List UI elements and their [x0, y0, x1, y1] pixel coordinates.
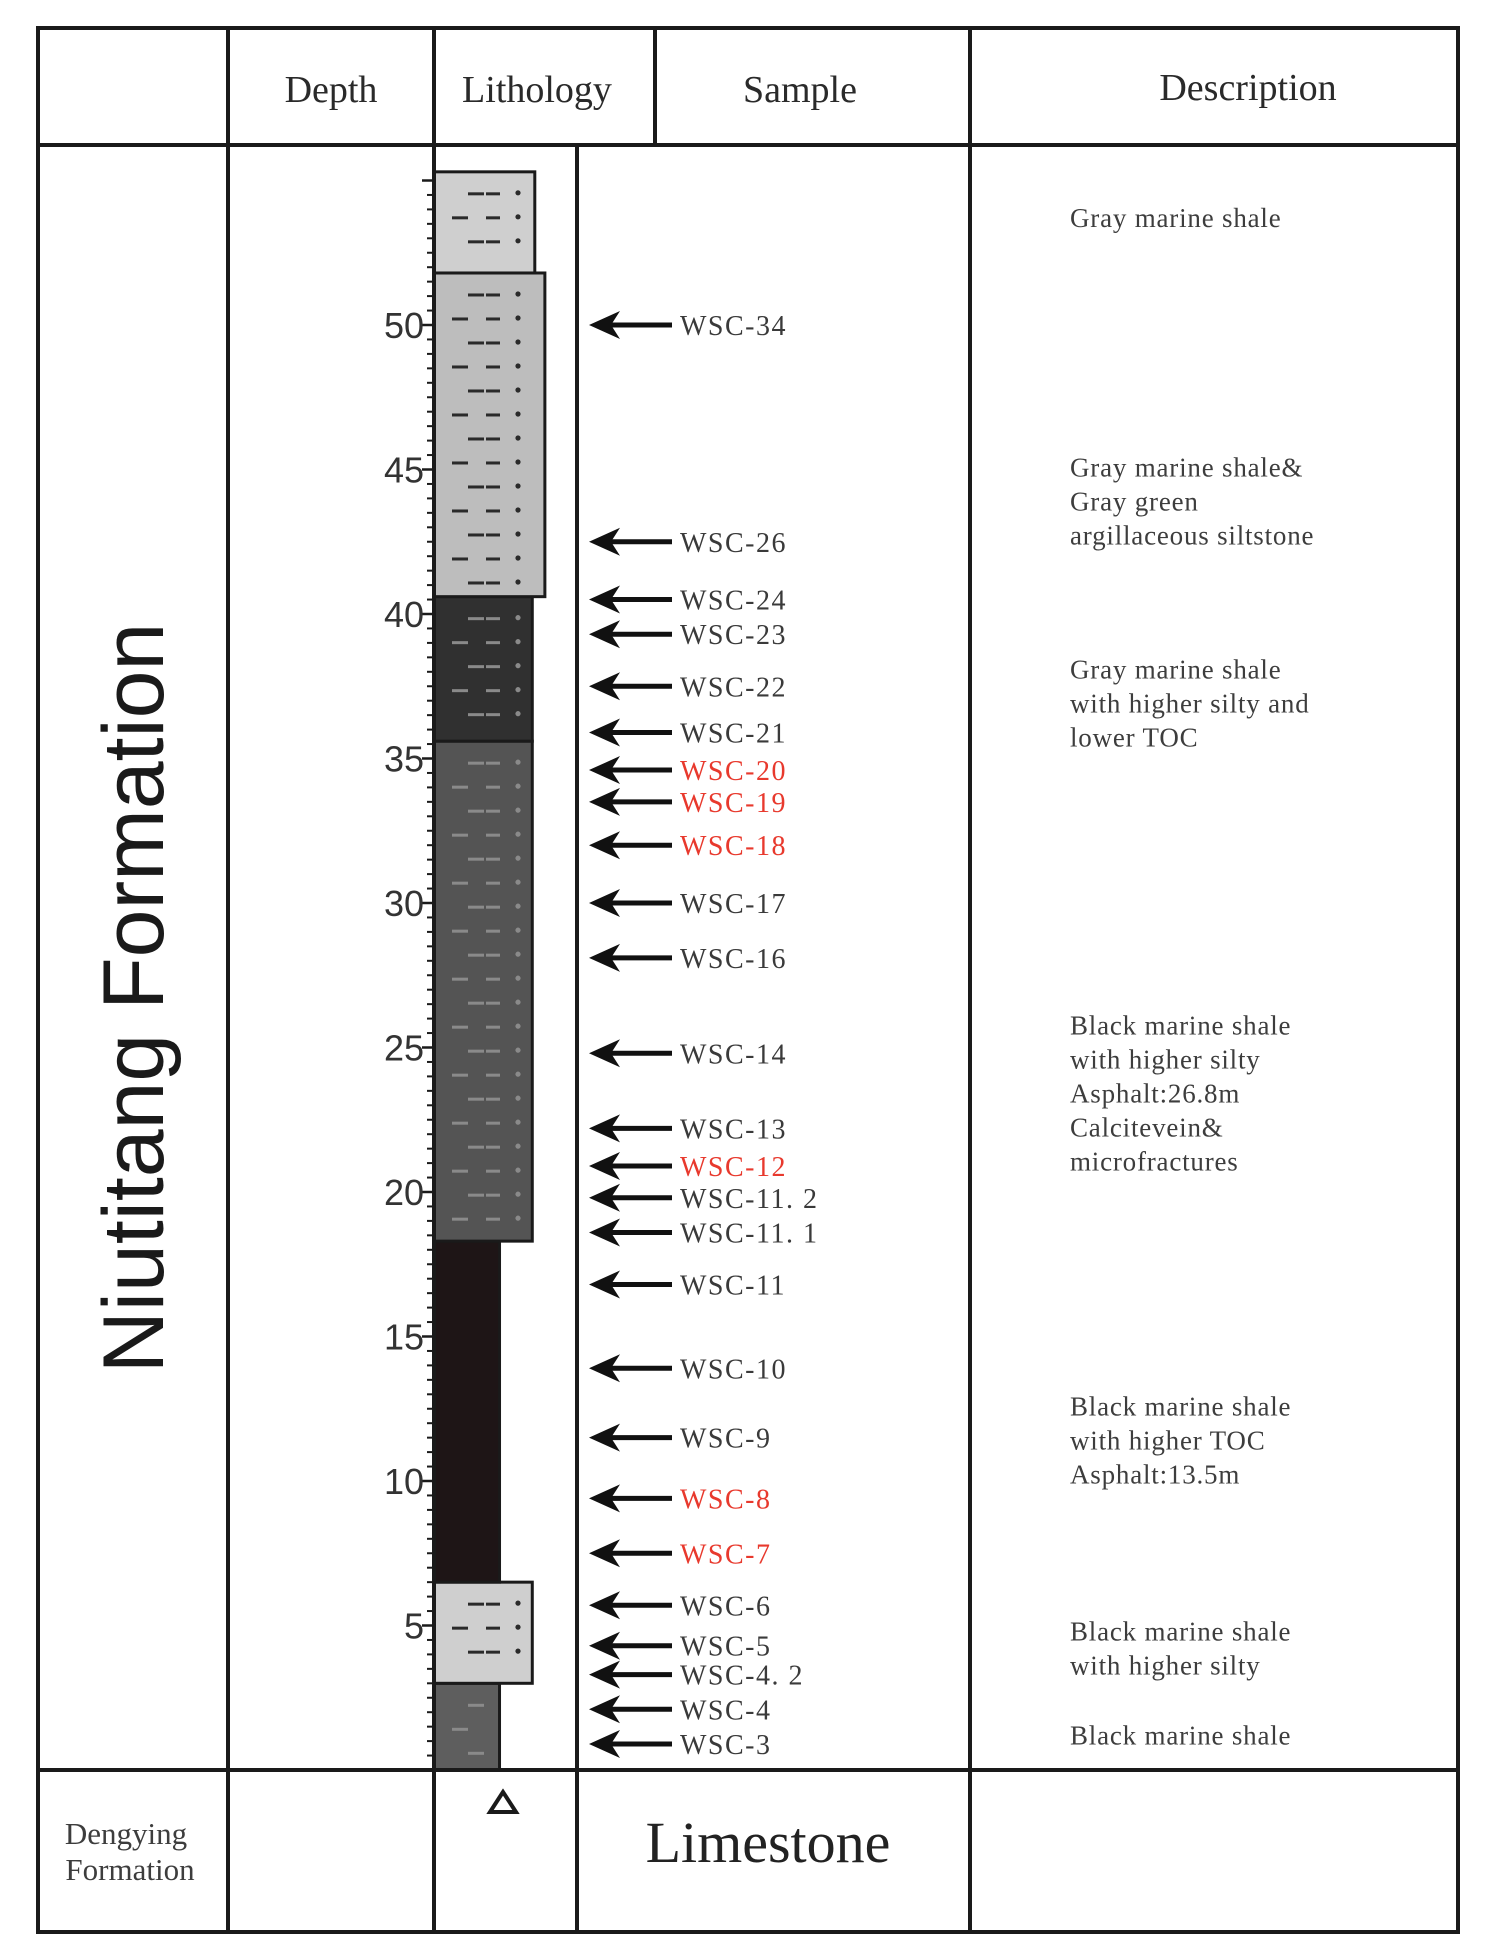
sample-label: WSC-21	[680, 718, 787, 750]
description-line: Gray marine shale	[1070, 203, 1282, 234]
silt-dot	[515, 832, 520, 837]
formation-label-niutitang: Niutitang Formation	[86, 622, 182, 1374]
sample-label: WSC-13	[680, 1114, 787, 1146]
lithology-layer	[434, 273, 545, 597]
depth-tick-label: 35	[383, 738, 424, 780]
silt-dot	[515, 1120, 520, 1125]
sample-label: WSC-5	[680, 1631, 772, 1663]
silt-dot	[515, 856, 520, 861]
description-line: microfractures	[1070, 1146, 1239, 1177]
silt-dot	[515, 1144, 520, 1149]
silt-dot	[515, 363, 520, 368]
silt-dot	[515, 411, 520, 416]
depth-tick-label: 45	[383, 449, 424, 491]
silt-dot	[515, 928, 520, 933]
lithology-layer	[434, 1683, 500, 1770]
description-line: Asphalt:26.8m	[1070, 1078, 1241, 1109]
sample-label: WSC-26	[680, 527, 787, 559]
description-line: with higher TOC	[1070, 1425, 1266, 1456]
depth-tick-label: 5	[403, 1605, 424, 1647]
description-line: with higher silty	[1070, 1650, 1261, 1681]
silt-dot	[515, 315, 520, 320]
header-lithology: Lithology	[462, 69, 612, 111]
sample-label: WSC-9	[680, 1423, 772, 1455]
silt-dot	[515, 339, 520, 344]
silt-dot	[515, 663, 520, 668]
depth-tick-label: 50	[383, 305, 424, 346]
sample-label: WSC-11	[680, 1270, 786, 1302]
sample-label: WSC-4	[680, 1695, 772, 1727]
silt-dot	[515, 1000, 520, 1005]
sample-label: WSC-11. 1	[680, 1218, 819, 1250]
sample-label: WSC-10	[680, 1354, 787, 1386]
description-line: Gray marine shale	[1070, 654, 1282, 685]
silt-dot	[515, 1048, 520, 1053]
lower-lithology-label: Limestone	[645, 1810, 891, 1875]
lithology-descriptions	[1070, 203, 1314, 1750]
silt-dot	[515, 615, 520, 620]
description-line: Black marine shale	[1070, 1010, 1292, 1041]
silt-dot	[515, 1625, 520, 1630]
silt-dot	[515, 531, 520, 536]
silt-dot	[515, 507, 520, 512]
sample-label: WSC-34	[680, 311, 787, 342]
sample-label: WSC-12	[680, 1151, 787, 1183]
description-line: Gray green	[1070, 486, 1199, 517]
sample-label: WSC-19	[680, 787, 787, 819]
sample-label: WSC-7	[680, 1539, 772, 1571]
silt-dot	[515, 579, 520, 584]
silt-dot	[515, 1649, 520, 1654]
sample-label: WSC-18	[680, 831, 787, 863]
depth-tick-label: 20	[383, 1172, 424, 1213]
lithology-layer	[434, 1241, 500, 1582]
lithology-layers	[434, 172, 545, 1770]
silt-dot	[515, 687, 520, 692]
description-line: lower TOC	[1070, 722, 1199, 753]
sample-label: WSC-16	[680, 943, 787, 975]
silt-dot	[515, 1168, 520, 1173]
depth-tick-label: 40	[383, 594, 424, 635]
sample-label: WSC-22	[680, 672, 787, 704]
depth-tick-label: 10	[383, 1461, 424, 1502]
silt-dot	[515, 1601, 520, 1606]
silt-dot	[515, 711, 520, 716]
depth-tick-label: 30	[383, 883, 424, 924]
sample-label: WSC-8	[680, 1484, 772, 1516]
silt-dot	[515, 904, 520, 909]
silt-dot	[515, 555, 520, 560]
limestone-triangle-icon	[490, 1792, 516, 1812]
silt-dot	[515, 952, 520, 957]
silt-dot	[515, 1096, 520, 1101]
silt-dot	[515, 483, 520, 488]
sample-label: WSC-4. 2	[680, 1660, 804, 1692]
silt-dot	[515, 238, 520, 243]
formation-label-dengying-line2: Formation	[65, 1852, 195, 1887]
silt-dot	[515, 1192, 520, 1197]
header-description: Description	[1159, 67, 1337, 109]
sample-label: WSC-20	[680, 756, 787, 788]
silt-dot	[515, 291, 520, 296]
depth-tick-label: 15	[383, 1316, 424, 1358]
formation-label-dengying-line1: Dengying	[64, 1816, 188, 1851]
silt-dot	[515, 435, 520, 440]
lithology-layer	[434, 741, 532, 1241]
silt-dot	[515, 760, 520, 765]
silt-dot	[515, 808, 520, 813]
silt-dot	[515, 190, 520, 195]
lithology-layer	[434, 172, 535, 273]
depth-axis	[384, 181, 434, 1756]
depth-tick-label: 25	[383, 1027, 424, 1069]
sample-label: WSC-6	[680, 1591, 772, 1623]
description-line: Black marine shale	[1070, 1616, 1292, 1647]
silt-dot	[515, 1216, 520, 1221]
silt-dot	[515, 880, 520, 885]
sample-label: WSC-14	[680, 1039, 787, 1071]
description-line: argillaceous siltstone	[1070, 520, 1315, 551]
silt-dot	[515, 1072, 520, 1077]
silt-dot	[515, 459, 520, 464]
description-line: Calcitevein&	[1070, 1112, 1224, 1143]
silt-dot	[515, 784, 520, 789]
description-line: Gray marine shale&	[1070, 452, 1304, 483]
silt-dot	[515, 1024, 520, 1029]
silt-dot	[515, 976, 520, 981]
silt-dot	[515, 639, 520, 644]
sample-label: WSC-3	[680, 1729, 772, 1761]
description-line: Black marine shale	[1070, 1391, 1292, 1422]
silt-dot	[515, 214, 520, 219]
sample-markers	[589, 311, 818, 1761]
header-sample: Sample	[743, 69, 857, 111]
description-line: Black marine shale	[1070, 1720, 1292, 1751]
sample-label: WSC-24	[680, 585, 787, 617]
description-line: with higher silty	[1070, 1044, 1261, 1075]
sample-label: WSC-11. 2	[680, 1183, 819, 1215]
sample-label: WSC-17	[680, 889, 787, 920]
description-line: Asphalt:13.5m	[1070, 1459, 1241, 1490]
header-depth: Depth	[284, 69, 378, 111]
sample-label: WSC-23	[680, 620, 787, 652]
description-line: with higher silty and	[1070, 688, 1310, 719]
lithology-layer	[434, 1582, 532, 1683]
silt-dot	[515, 387, 520, 392]
